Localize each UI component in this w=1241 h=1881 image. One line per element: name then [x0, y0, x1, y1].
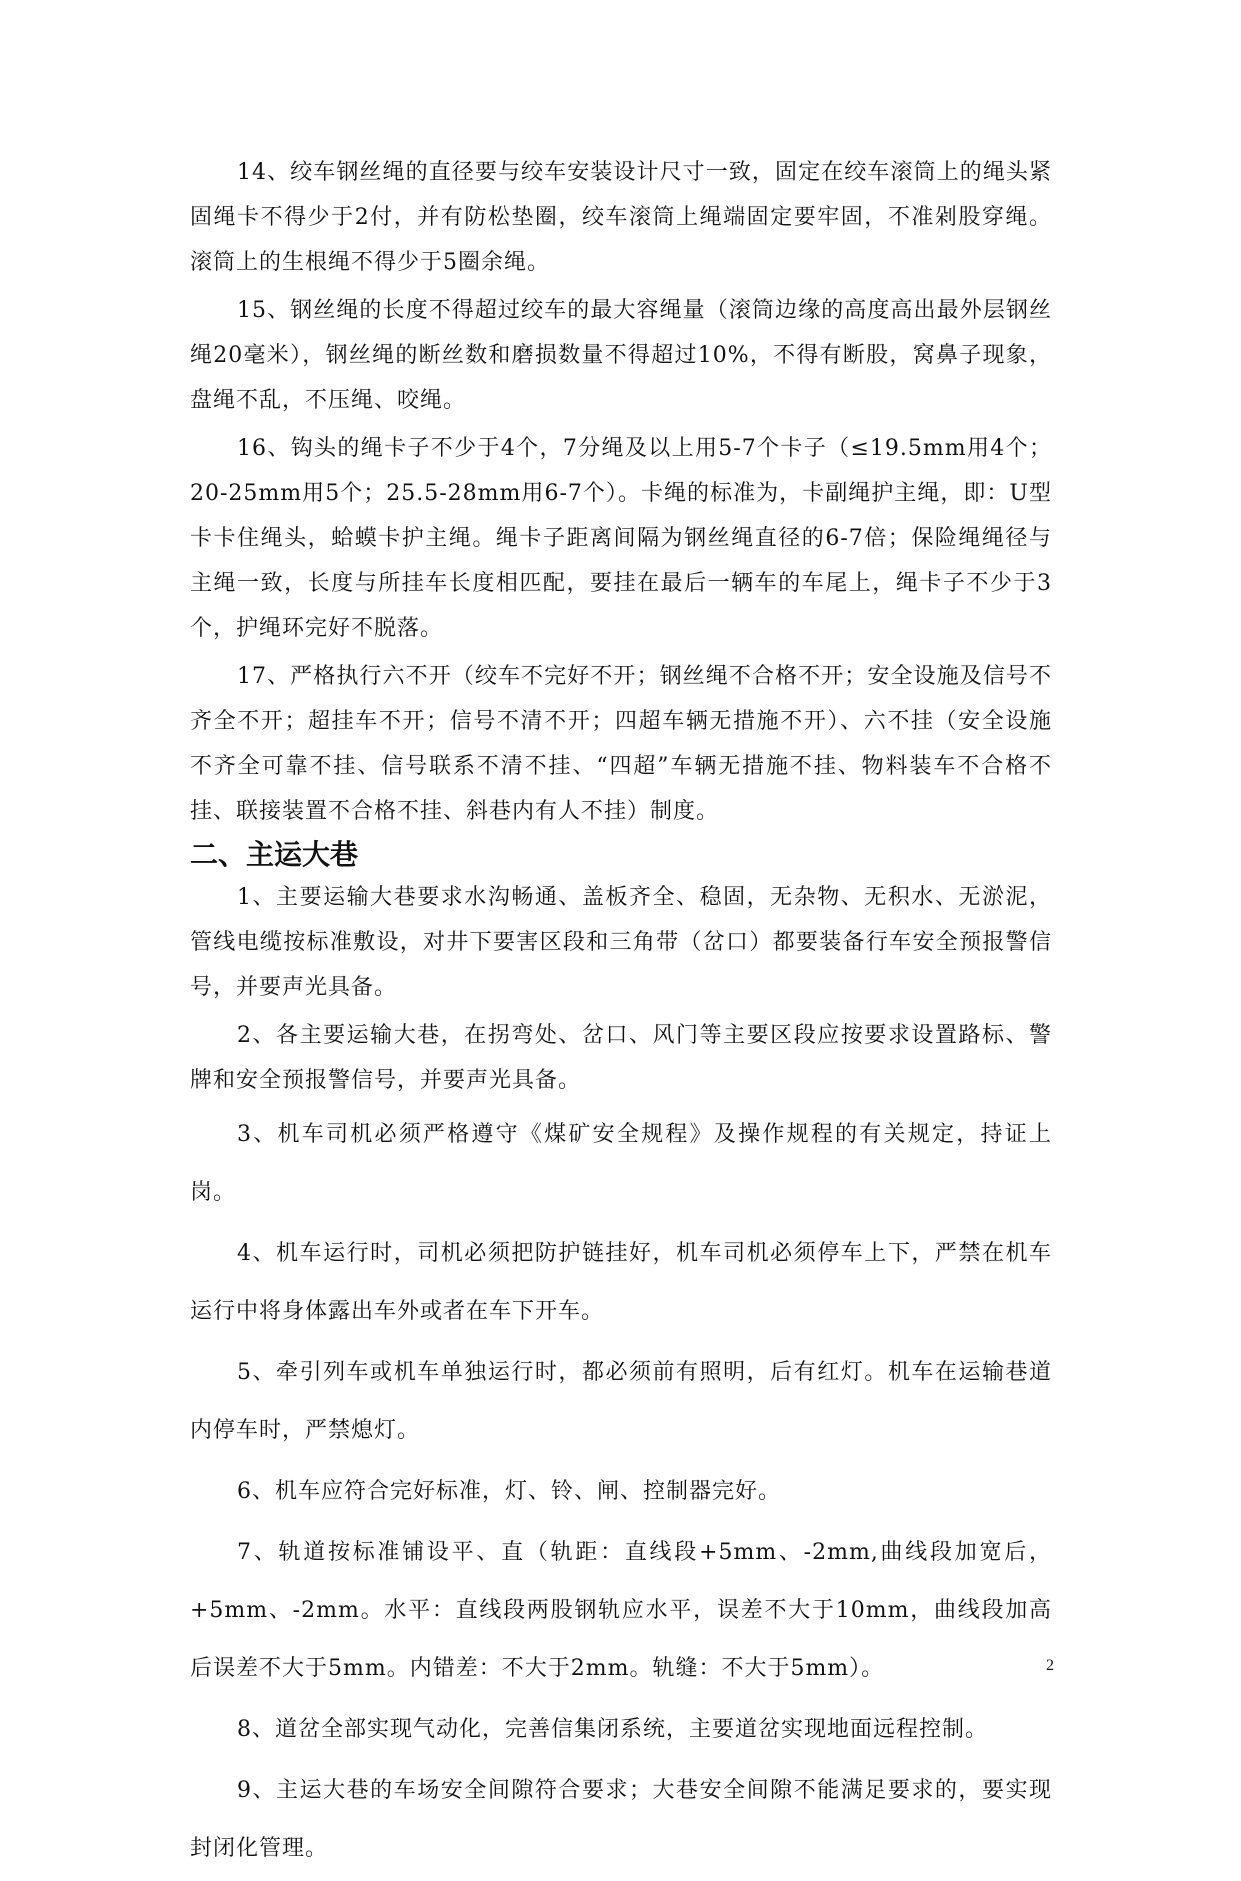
paragraph-item-6: 6、机车应符合完好标准，灯、铃、闸、控制器完好。 [237, 1479, 781, 1504]
paragraph-item-8: 8、道岔全部实现气动化，完善信集闭系统，主要道岔实现地面远程控制。 [237, 1717, 988, 1742]
paragraph-item-17: 17、严格执行六不开（绞车不完好不开；钢丝绳不合格不开；安全设施及信号不齐全不开；超挂车不开；信号不清不开；四超车辆无措施不开）、六不挂（安全设施不齐全可靠不挂、信号联系不清不挂、“四超”车辆无措施不挂、物料装车不合格不挂、联接装置不合格不挂、斜巷内有人不挂）制度。 [190, 664, 1052, 824]
section-heading: 二、主运大巷 [190, 838, 359, 871]
page-number: 2 [1046, 1657, 1054, 1674]
paragraph-item-3: 3、机车司机必须严格遵守《煤矿安全规程》及操作规程的有关规定，持证上岗。 [190, 1122, 1052, 1205]
paragraph-item-5: 5、牵引列车或机车单独运行时，都必须前有照明，后有红灯。机车在运输巷道内停车时，严禁熄灯。 [190, 1360, 1052, 1443]
page-content [190, 150, 1052, 1881]
paragraph-item-4: 4、机车运行时，司机必须把防护链挂好，机车司机必须停车上下，严禁在机车运行中将身体露出车外或者在车下开车。 [190, 1241, 1052, 1324]
paragraph-item-9: 9、主运大巷的车场安全间隙符合要求；大巷安全间隙不能满足要求的，要实现封闭化管理。 [190, 1778, 1052, 1861]
paragraph-item-1: 1、主要运输大巷要求水沟畅通、盖板齐全、稳固，无杂物、无积水、无淤泥，管线电缆按标准敷设，对井下要害区段和三角带（岔口）都要装备行车安全预报警信号，并要声光具备。 [190, 885, 1052, 1000]
paragraph-item-14: 14、绞车钢丝绳的直径要与绞车安装设计尺寸一致，固定在绞车滚筒上的绳头紧固绳卡不得少于2付，并有防松垫圈，绞车滚筒上绳端固定要牢固，不准剁股穿绳。滚筒上的生根绳不得少于5圈余绳。 [190, 160, 1052, 275]
paragraph-item-2: 2、各主要运输大巷，在拐弯处、岔口、风门等主要区段应按要求设置路标、警牌和安全预报警信号，并要声光具备。 [190, 1023, 1052, 1093]
paragraph-item-16: 16、钩头的绳卡子不少于4个，7分绳及以上用5-7个卡子（≤19.5mm用4个；20-25mm用5个；25.5-28mm用6-7个）。卡绳的标准为，卡副绳护主绳，即：U型卡卡住绳头，蛤蟆卡护主绳。绳卡子距离间隔为钢丝绳直径的6-7倍；保险绳绳径与主绳一致，长度与所挂车长度相匹配，要挂在最后一辆车的车尾上，绳卡子不少于3个，护绳环完好不脱落。 [190, 436, 1052, 641]
paragraph-item-7: 7、轨道按标准铺设平、直（轨距：直线段+5mm、-2mm,曲线段加宽后，+5mm、-2mm。水平：直线段两股钢轨应水平，误差不大于10mm，曲线段加高后误差不大于5mm。内错差：不大于2mm。轨缝：不大于5mm）。 [190, 1540, 1052, 1681]
paragraph-item-15: 15、钢丝绳的长度不得超过绞车的最大容绳量（滚筒边缘的高度高出最外层钢丝绳20毫米），钢丝绳的断丝数和磨损数量不得超过10%，不得有断股，窝鼻子现象，盘绳不乱，不压绳、咬绳。 [190, 298, 1052, 413]
